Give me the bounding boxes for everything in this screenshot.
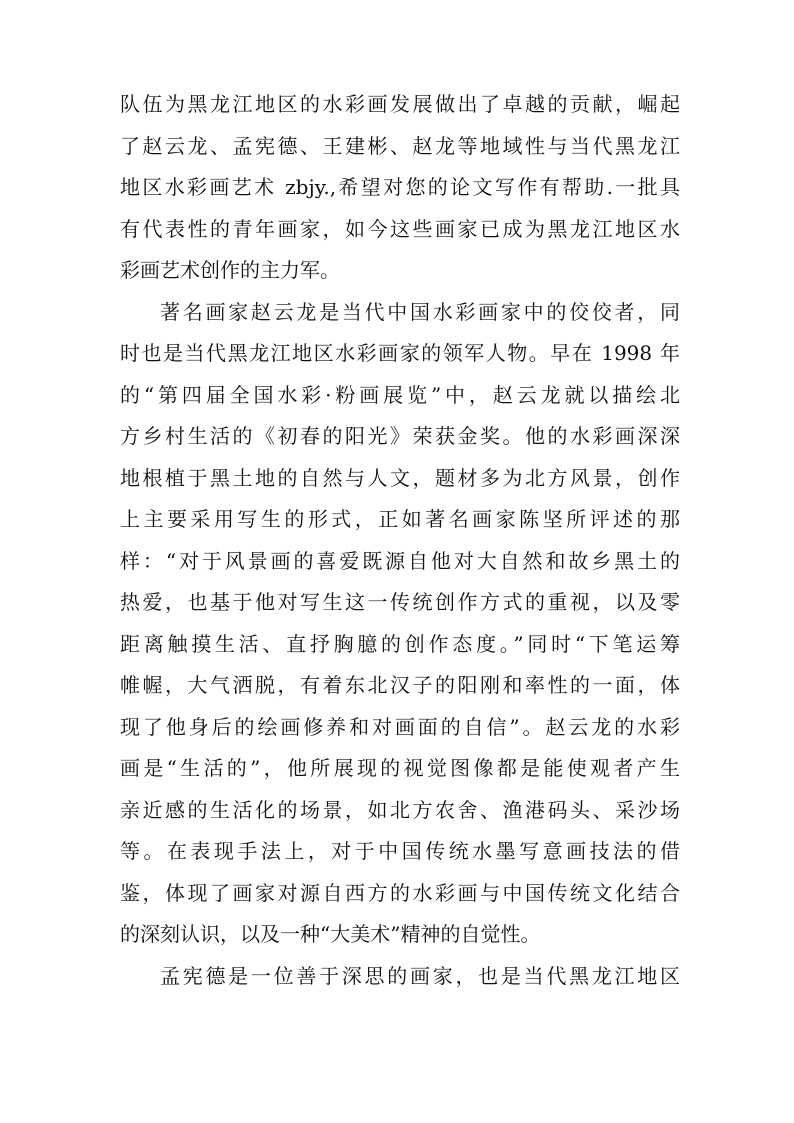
text-line: 时也是当代黑龙江地区水彩画家的领军人物。早在 1998 年 [120, 341, 680, 365]
text-line: 热爱，也基于他对写生这一传统创作方式的重视，以及零 [120, 590, 680, 614]
text-line: 的深刻认识，以及一种“大美术”精神的自觉性。 [120, 922, 541, 946]
text-line: 方乡村生活的《初春的阳光》荣获金奖。他的水彩画深深 [120, 424, 680, 448]
text-line: 地区水彩画艺术 zbjy.,希望对您的论文写作有帮助.一批具 [120, 175, 680, 199]
text-line: 现了他身后的绘画修养和对画面的自信”。赵云龙的水彩 [120, 714, 680, 739]
text-line: 鉴，体现了画家对源自西方的水彩画与中国传统文化结合 [120, 880, 680, 905]
text-line: 有代表性的青年画家，如今这些画家已成为黑龙江地区水 [120, 216, 680, 241]
text-line: 亲近感的生活化的场景，如北方农舍、渔港码头、采沙场 [120, 797, 680, 822]
text-line: 地根植于黑土地的自然与人文，题材多为北方风景，创作 [120, 465, 680, 490]
text-line: 孟宪德是一位善于深思的画家，也是当代黑龙江地区 [160, 963, 680, 988]
text-line: 著名画家赵云龙是当代中国水彩画家中的佼佼者，同 [160, 299, 680, 324]
text-line: 了赵云龙、孟宪德、王建彬、赵龙等地域性与当代黑龙江 [120, 133, 680, 158]
body-text [120, 84, 680, 997]
text-line: 等。在表现手法上，对于中国传统水墨写意画技法的借 [120, 839, 680, 863]
text-line: 样：“对于风景画的喜爱既源自他对大自然和故乡黑土的 [120, 548, 680, 573]
text-line: 彩画艺术创作的主力军。 [120, 258, 340, 282]
text-line: 队伍为黑龙江地区的水彩画发展做出了卓越的贡献，崛起 [120, 92, 680, 116]
text-line: 距离触摸生活、直抒胸臆的创作态度。”同时“下笔运筹 [120, 631, 680, 656]
text-line: 的“第四届全国水彩·粉画展览”中，赵云龙就以描绘北 [120, 382, 680, 407]
text-line: 上主要采用写生的形式，正如著名画家陈坚所评述的那 [120, 507, 680, 531]
text-line: 帷幄，大气洒脱，有着东北汉子的阳刚和率性的一面，体 [120, 673, 680, 697]
text-line: 画是“生活的”，他所展现的视觉图像都是能使观者产生 [120, 756, 680, 780]
